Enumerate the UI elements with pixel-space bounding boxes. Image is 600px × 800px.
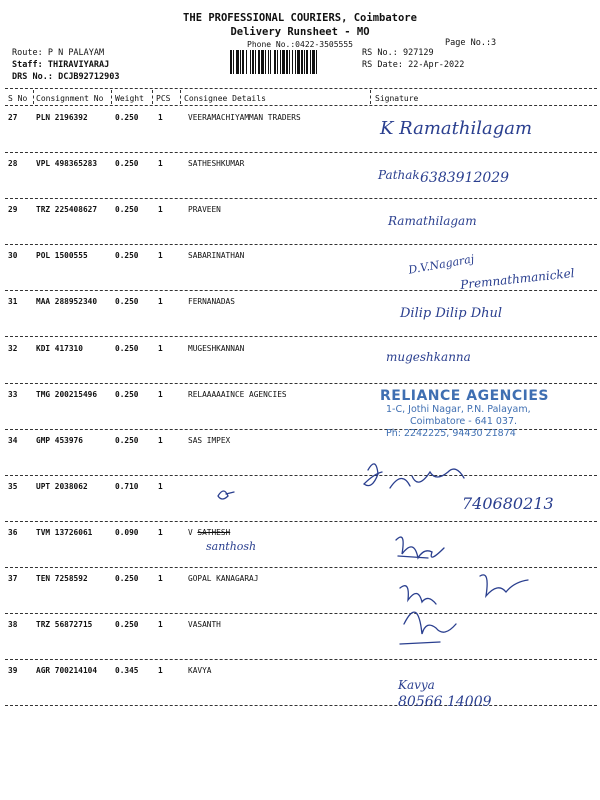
row-consignment: TRZ 225408627 xyxy=(36,205,98,214)
drs-value: DCJB92712903 xyxy=(58,72,120,82)
signature-29: Ramathilagam xyxy=(388,214,477,228)
row-sno: 27 xyxy=(8,113,18,122)
row-weight: 0.250 xyxy=(115,574,139,583)
row-weight: 0.710 xyxy=(115,482,139,491)
rs-date-label: RS Date: xyxy=(362,60,403,70)
row-pcs: 1 xyxy=(158,159,163,168)
row-consignee: MUGESHKANNAN xyxy=(188,344,245,353)
drs-label: DRS No.: xyxy=(12,72,53,82)
rs-no-label: RS No.: xyxy=(362,48,398,58)
row-sno: 28 xyxy=(8,159,18,168)
row-pcs: 1 xyxy=(158,666,163,675)
signature-28-phone: 6383912029 xyxy=(420,170,510,186)
row-pcs: 1 xyxy=(158,344,163,353)
route-value: P N PALAYAM xyxy=(47,48,105,58)
signature-36-scribble xyxy=(396,537,444,558)
route-label: Route: xyxy=(12,48,43,58)
row-consignee: SAS IMPEX xyxy=(188,436,231,445)
row-sno: 31 xyxy=(8,297,18,306)
row-weight: 0.345 xyxy=(115,666,139,675)
rs-date-value: 22-Apr-2022 xyxy=(408,60,465,70)
signature-32: mugeshkanna xyxy=(386,350,471,364)
row-consignee: SABARINATHAN xyxy=(188,251,245,260)
signature-27: K Ramathilagam xyxy=(380,118,533,139)
row-consignment: AGR 700214104 xyxy=(36,666,98,675)
row-pcs: 1 xyxy=(158,390,163,399)
signature-37-scribble xyxy=(400,575,528,604)
row-weight: 0.250 xyxy=(115,297,139,306)
row-pcs: 1 xyxy=(158,574,163,583)
row-consignment: TEN 7258592 xyxy=(36,574,88,583)
row-consignee: PRAVEEN xyxy=(188,205,221,214)
row-sno: 29 xyxy=(8,205,18,214)
row-sno: 32 xyxy=(8,344,18,353)
row-pcs: 1 xyxy=(158,436,163,445)
row-consignment: TVM 13726061 xyxy=(36,528,93,537)
stamp-name: RELIANCE AGENCIES xyxy=(380,388,549,404)
row-sno: 36 xyxy=(8,528,18,537)
column-sno: S No xyxy=(8,94,28,103)
row-consignee: SATHESHKUMAR xyxy=(188,159,245,168)
row-sno: 39 xyxy=(8,666,18,675)
row-pcs: 1 xyxy=(158,205,163,214)
row-consignment: TMG 200215496 xyxy=(36,390,98,399)
row-pcs: 1 xyxy=(158,297,163,306)
row-sno: 30 xyxy=(8,251,18,260)
row-weight: 0.250 xyxy=(115,205,139,214)
row-consignment: KDI 417310 xyxy=(36,344,83,353)
row-weight: 0.250 xyxy=(115,390,139,399)
page-number: Page No.:3 xyxy=(445,38,497,48)
row-weight: 0.250 xyxy=(115,620,139,629)
signature-35-phone: 740680213 xyxy=(462,494,554,513)
column-pcs: PCS xyxy=(156,94,171,103)
stamp-city: Coimbatore - 641 037. xyxy=(410,416,518,427)
row-weight: 0.250 xyxy=(115,159,139,168)
row-consignee: VEERAMACHIYAMMAN TRADERS xyxy=(188,113,301,122)
signature-30-b: Premnathmanickel xyxy=(459,266,576,292)
row-consignment: GMP 453976 xyxy=(36,436,83,445)
signature-39-b: 80566 14009 xyxy=(398,694,492,710)
consignee-initial: V xyxy=(188,528,198,537)
row-consignee: GOPAL KANAGARAJ xyxy=(188,574,259,583)
row-sno: 35 xyxy=(8,482,18,491)
row-weight: 0.250 xyxy=(115,344,139,353)
phone-number: Phone No.:0422-3505555 xyxy=(247,40,353,49)
row-weight: 0.090 xyxy=(115,528,139,537)
row-pcs: 1 xyxy=(158,528,163,537)
row-consignment: POL 1500555 xyxy=(36,251,88,260)
consignee-struck-name: SATHESH xyxy=(197,528,231,537)
row-consignment: UPT 2038062 xyxy=(36,482,88,491)
row-consignee: VASANTH xyxy=(188,620,221,629)
row-sno: 34 xyxy=(8,436,18,445)
signature-31: Dilip Dilip Dhul xyxy=(400,306,503,321)
row-weight: 0.250 xyxy=(115,436,139,445)
signature-39-a: Kavya xyxy=(398,678,435,692)
signature-30-a: D.V.Nagaraj xyxy=(407,252,476,277)
row-consignee: KAVYA xyxy=(188,666,212,675)
signature-28: Pathak xyxy=(378,168,420,182)
row-sno: 33 xyxy=(8,390,18,399)
row-consignee: RELAAAAAINCE AGENCIES xyxy=(188,390,287,399)
signature-35-scribble xyxy=(364,464,464,488)
row-consignment: VPL 498365283 xyxy=(36,159,98,168)
row-pcs: 1 xyxy=(158,620,163,629)
row-consignee: FERNANADAS xyxy=(188,297,235,306)
row-pcs: 1 xyxy=(158,113,163,122)
row-sno: 37 xyxy=(8,574,18,583)
rs-no-value: 927129 xyxy=(402,48,434,58)
row-pcs: 1 xyxy=(158,482,163,491)
row-weight: 0.250 xyxy=(115,251,139,260)
handwritten-name-36: santhosh xyxy=(206,540,257,553)
staff-value: THIRAVIYARAJ xyxy=(47,60,110,70)
stamp-address: 1-C, Jothi Nagar, P.N. Palayam, xyxy=(386,404,531,415)
row-consignment: PLN 2196392 xyxy=(36,113,88,122)
signature-38-scribble xyxy=(400,612,456,644)
stamp-phone: Ph: 2242225, 94430 21874 xyxy=(386,428,516,439)
column-consignment: Consignment No xyxy=(36,94,104,103)
row-weight: 0.250 xyxy=(115,113,139,122)
row-pcs: 1 xyxy=(158,251,163,260)
document-title: THE PROFESSIONAL COURIERS, Coimbatore xyxy=(183,12,417,24)
row-sno: 38 xyxy=(8,620,18,629)
column-signature: Signature xyxy=(375,94,419,103)
column-weight: Weight xyxy=(115,94,144,103)
document-subtitle: Delivery Runsheet - MO xyxy=(230,26,370,38)
initial-35 xyxy=(218,491,234,499)
staff-label: Staff: xyxy=(12,60,43,70)
row-consignment: MAA 288952340 xyxy=(36,297,98,306)
row-consignment: TRZ 56872715 xyxy=(36,620,93,629)
column-consignee: Consignee Details xyxy=(184,94,266,103)
